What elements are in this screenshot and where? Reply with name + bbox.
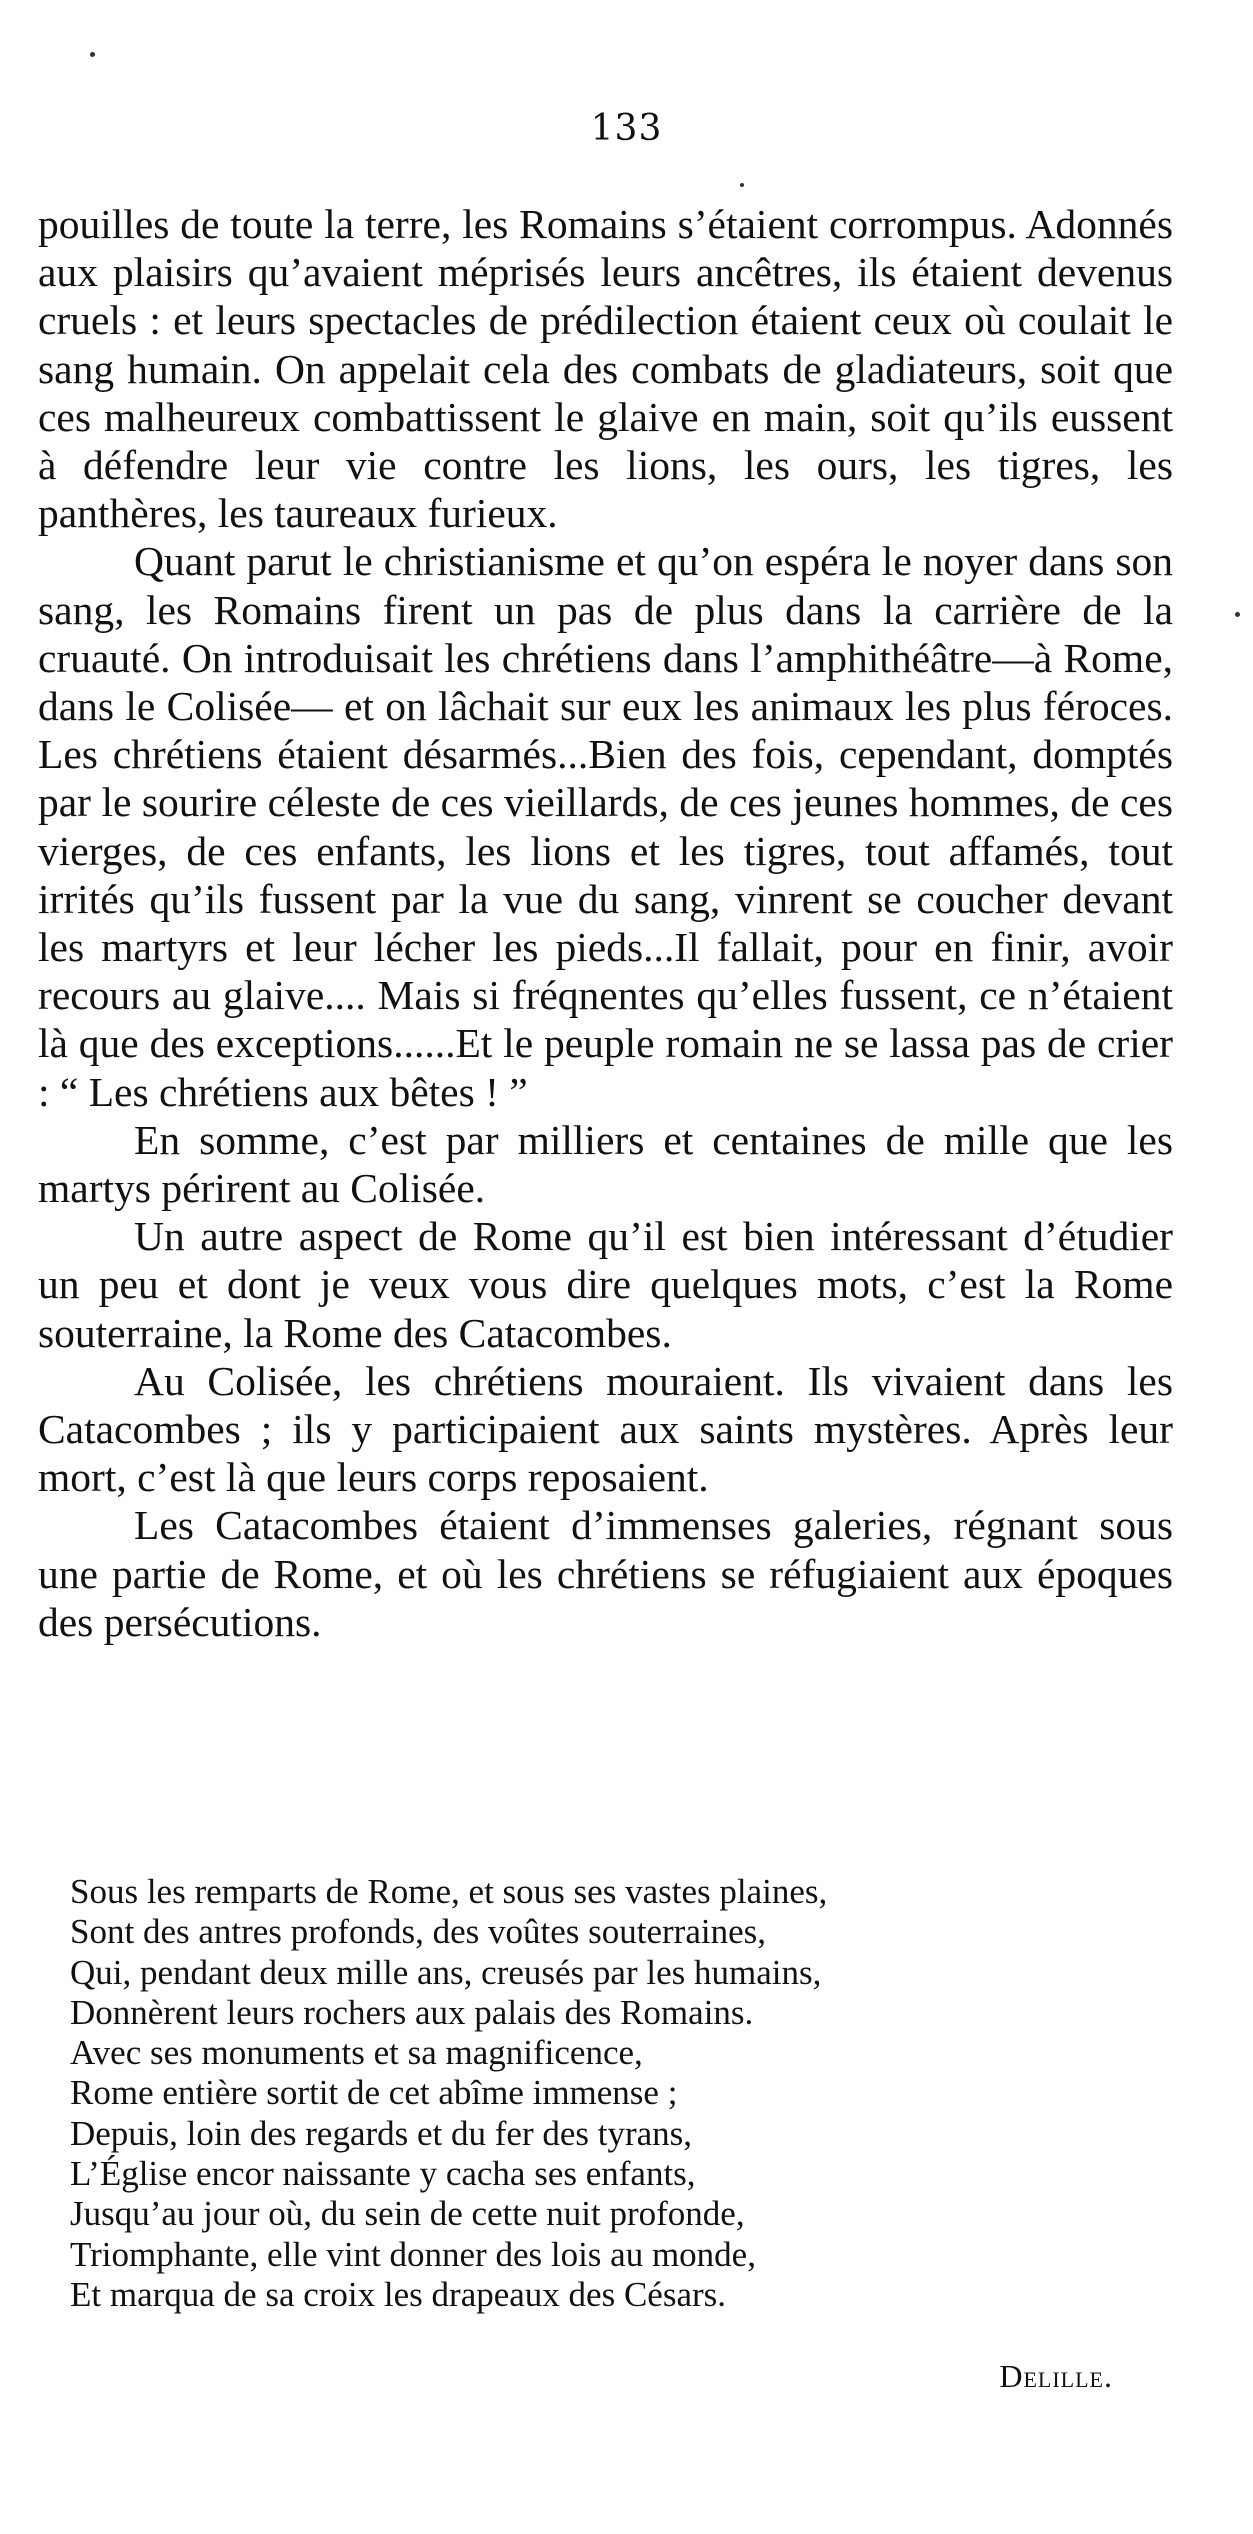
paragraph-4: Un autre aspect de Rome qu’il est bien intéressant d’étudier un peu et dont je veux vous dire quelques mots, c’est la Rome souterraine, la Rome des Catacombes. [38, 1213, 1173, 1356]
poem-verse: Et marqua de sa croix les drapeaux des Césars. [70, 2274, 727, 2314]
poem-verse: L’Église encor naissante y cacha ses enfants, [70, 2154, 696, 2194]
paragraph-5: Au Colisée, les chrétiens mouraient. Ils vivaient dans les Catacombes ; ils y participaient aux saints mystères. Après leur mort, c’est là que leurs corps reposaient. [38, 1357, 1173, 1501]
ink-speck [1235, 612, 1240, 617]
poem-verse: Jusqu’au jour où, du sein de cette nuit profonde, [70, 2194, 745, 2234]
poem-quotation [70, 1872, 1130, 2315]
paragraph-2: Quant parut le christianisme et qu’on espéra le noyer dans son sang, les Romains firent un pas de plus dans la carrière de la cruauté. On introduisait les chrétiens dans l’amphithéâtre—à Rome, dans le Colisée— et on lâchait sur eux les animaux les plus féroces. Les chrétiens étaient désarmés...Bien des fois, cependant, domptés par le sourire céleste de ces vieillards, de ces jeunes hommes, de ces vierges, de ces enfants, les lions et les tigres, tout affamés, tout irrités qu’ils fussent par la vue du sang, vinrent se coucher devant les martyrs et leur lécher les pieds...Il fallait, pour en finir, avoir recours au glaive.... Mais si fréqnentes qu’elles fussent, ce n’étaient là que des exceptions......Et le peuple romain ne se lassa pas de crier : “ Les chrétiens aux bêtes ! ” [38, 538, 1173, 1115]
paragraph-3: En somme, c’est par milliers et centaines de mille que les martys périrent au Colisée. [38, 1116, 1173, 1212]
poem-verse: Triomphante, elle vint donner des lois au monde, [70, 2234, 756, 2274]
ink-speck [90, 52, 95, 57]
prose-text [38, 200, 1173, 1646]
paragraph-1: pouilles de toute la terre, les Romains s’étaient corrompus. Adonnés aux plaisirs qu’avaient méprisés leurs ancêtres, ils étaient devenus cruels : et leurs spectacles de prédilection étaient ceux où coulait le sang humain. On appelait cela des combats de gladiateurs, soit que ces malheureux combattissent le glaive en main, soit qu’ils eussent à défendre leur vie contre les lions, les ours, les tigres, les panthères, les taureaux furieux. [38, 201, 1173, 537]
poem-verse: Sous les remparts de Rome, et sous ses vastes plaines, [70, 1872, 828, 1911]
paragraph-6: Les Catacombes étaient d’immenses galeries, régnant sous une partie de Rome, et où les chrétiens se réfugiaient aux époques des persécutions. [38, 1502, 1173, 1645]
poem-verse: Depuis, loin des regards et du fer des tyrans, [70, 2113, 693, 2153]
poem-verse: Qui, pendant deux mille ans, creusés par les humains, [70, 1952, 822, 1992]
poem-verse: Sont des antres profonds, des voûtes souterraines, [70, 1912, 766, 1952]
poem-verse: Avec ses monuments et sa magnificence, [70, 2033, 643, 2073]
poem-verse: Rome entière sortit de cet abîme immense ; [70, 2073, 678, 2113]
poem-author: Delille. [999, 2358, 1113, 2394]
poem-verse: Donnèrent leurs rochers aux palais des Romains. [70, 1992, 754, 2032]
ink-speck [740, 183, 744, 187]
page-number: 133 [590, 108, 663, 149]
